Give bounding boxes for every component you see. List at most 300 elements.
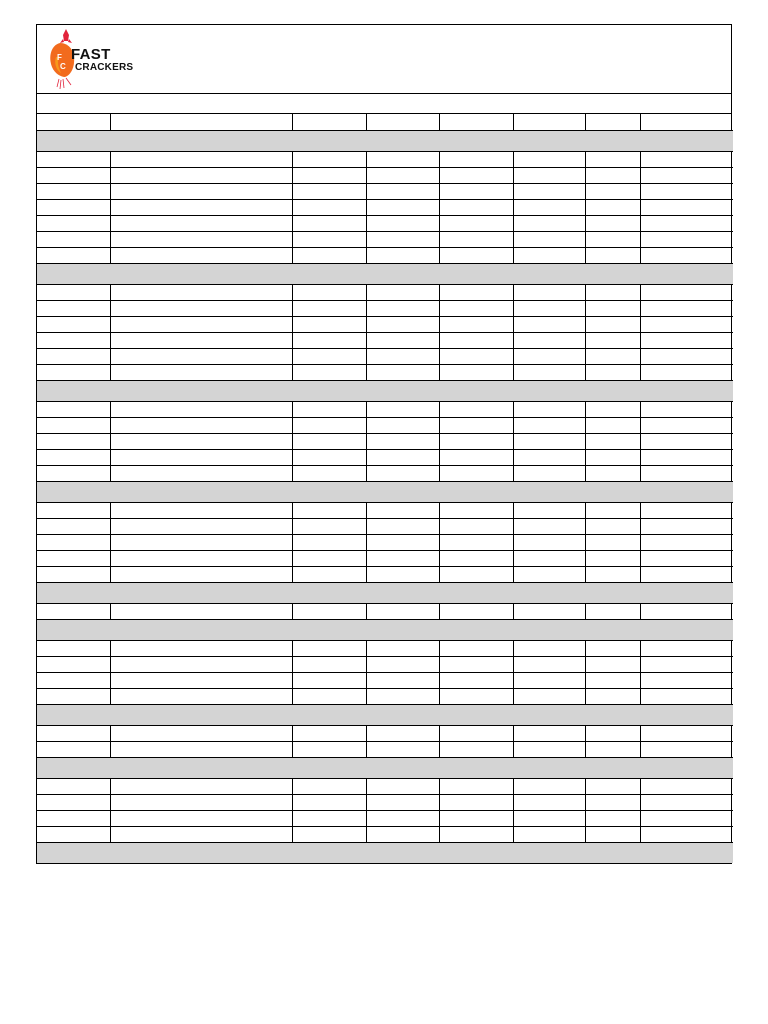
table-cell (439, 810, 513, 826)
table-cell (37, 603, 110, 619)
table-cell (585, 465, 640, 481)
category-label (37, 481, 733, 502)
table-cell (585, 672, 640, 688)
table-cell (37, 502, 110, 518)
table-cell (513, 465, 585, 481)
table-cell (640, 672, 733, 688)
table-cell (585, 316, 640, 332)
table-row (37, 534, 733, 550)
category-band-row (37, 704, 733, 725)
table-cell (513, 332, 585, 348)
table-cell (37, 656, 110, 672)
table-cell (366, 725, 439, 741)
table-cell (37, 794, 110, 810)
category-band-row (37, 619, 733, 640)
category-band-row (37, 263, 733, 284)
table-cell (292, 247, 366, 263)
table-cell (292, 672, 366, 688)
table-cell (37, 550, 110, 566)
table-cell (110, 151, 292, 167)
table-cell (640, 688, 733, 704)
table-row (37, 364, 733, 380)
table-cell (37, 332, 110, 348)
table-row (37, 151, 733, 167)
table-cell (585, 215, 640, 231)
table-cell (513, 401, 585, 417)
table-cell (37, 167, 110, 183)
table-cell (37, 518, 110, 534)
category-band-row (37, 757, 733, 778)
table-cell (439, 603, 513, 619)
table-cell (513, 826, 585, 842)
table-cell (110, 364, 292, 380)
table-cell (292, 167, 366, 183)
table-cell (366, 300, 439, 316)
table-cell (640, 741, 733, 757)
table-row (37, 401, 733, 417)
table-cell (439, 794, 513, 810)
table-cell (439, 300, 513, 316)
table-cell (513, 725, 585, 741)
category-label (37, 263, 733, 284)
table-cell (640, 183, 733, 199)
table-cell (439, 778, 513, 794)
table-cell (513, 247, 585, 263)
table-cell (640, 348, 733, 364)
table-cell (366, 794, 439, 810)
table-cell (585, 778, 640, 794)
table-cell (439, 401, 513, 417)
table-cell (292, 231, 366, 247)
column-header-cell (366, 114, 439, 130)
table-cell (366, 247, 439, 263)
table-row (37, 417, 733, 433)
table-cell (366, 348, 439, 364)
table-row (37, 741, 733, 757)
table-cell (439, 566, 513, 582)
table-cell (513, 518, 585, 534)
table-cell (37, 778, 110, 794)
table-cell (439, 672, 513, 688)
table-cell (513, 449, 585, 465)
table-cell (292, 725, 366, 741)
table-cell (366, 449, 439, 465)
table-row (37, 316, 733, 332)
table-cell (37, 401, 110, 417)
table-cell (110, 518, 292, 534)
table-cell (110, 401, 292, 417)
table-cell (292, 534, 366, 550)
table-cell (585, 284, 640, 300)
table-cell (585, 794, 640, 810)
table-cell (37, 534, 110, 550)
table-cell (110, 300, 292, 316)
table-cell (37, 672, 110, 688)
table-row (37, 215, 733, 231)
table-row (37, 810, 733, 826)
table-cell (585, 502, 640, 518)
table-cell (513, 688, 585, 704)
table-cell (439, 316, 513, 332)
category-band-row (37, 842, 733, 863)
table-cell (585, 534, 640, 550)
table-cell (366, 199, 439, 215)
table-cell (292, 741, 366, 757)
table-cell (439, 449, 513, 465)
table-cell (585, 725, 640, 741)
table-row (37, 284, 733, 300)
table-cell (513, 364, 585, 380)
table-cell (366, 502, 439, 518)
logo-text-fast: FAST (71, 46, 111, 63)
table-cell (439, 332, 513, 348)
table-cell (292, 640, 366, 656)
table-cell (37, 640, 110, 656)
table-cell (439, 688, 513, 704)
table-cell (585, 364, 640, 380)
blank-title-band (37, 94, 731, 114)
table-cell (292, 433, 366, 449)
table-cell (585, 247, 640, 263)
table-cell (292, 826, 366, 842)
category-label (37, 842, 733, 863)
table-row (37, 231, 733, 247)
table-cell (439, 826, 513, 842)
table-cell (640, 167, 733, 183)
table-cell (439, 417, 513, 433)
table-row (37, 656, 733, 672)
column-header-cell (585, 114, 640, 130)
table-cell (640, 810, 733, 826)
table-cell (37, 247, 110, 263)
table-cell (37, 348, 110, 364)
table-cell (439, 741, 513, 757)
table-cell (292, 417, 366, 433)
table-cell (110, 348, 292, 364)
table-cell (585, 826, 640, 842)
table-row (37, 725, 733, 741)
table-cell (292, 465, 366, 481)
table-cell (366, 778, 439, 794)
table-cell (37, 316, 110, 332)
table-cell (366, 688, 439, 704)
table-cell (110, 810, 292, 826)
table-cell (110, 640, 292, 656)
table-cell (110, 316, 292, 332)
table-cell (585, 550, 640, 566)
table-cell (292, 688, 366, 704)
table-cell (292, 794, 366, 810)
table-cell (110, 672, 292, 688)
table-cell (366, 534, 439, 550)
table-cell (640, 603, 733, 619)
table-cell (439, 199, 513, 215)
table-cell (292, 518, 366, 534)
table-cell (585, 300, 640, 316)
table-cell (439, 151, 513, 167)
table-cell (366, 364, 439, 380)
table-row (37, 502, 733, 518)
table-cell (640, 364, 733, 380)
table-cell (585, 151, 640, 167)
table-cell (366, 401, 439, 417)
table-cell (439, 433, 513, 449)
table-cell (513, 151, 585, 167)
table-row (37, 672, 733, 688)
column-header-cell (110, 114, 292, 130)
table-row (37, 332, 733, 348)
logo-text-crackers: CRACKERS (75, 62, 134, 73)
table-cell (110, 502, 292, 518)
table-cell (439, 725, 513, 741)
table-cell (366, 183, 439, 199)
table-cell (640, 534, 733, 550)
table-cell (366, 167, 439, 183)
category-label (37, 757, 733, 778)
table-cell (439, 550, 513, 566)
table-cell (439, 534, 513, 550)
price-list-sheet (36, 24, 732, 864)
table-cell (513, 603, 585, 619)
table-cell (292, 502, 366, 518)
category-band-row (37, 481, 733, 502)
sheet-header (37, 25, 731, 94)
table-cell (640, 550, 733, 566)
table-cell (37, 725, 110, 741)
table-cell (37, 810, 110, 826)
table-cell (439, 348, 513, 364)
table-cell (585, 348, 640, 364)
table-cell (292, 300, 366, 316)
logo-badge-c: C (60, 62, 66, 71)
table-cell (292, 284, 366, 300)
table-cell (439, 247, 513, 263)
table-cell (110, 433, 292, 449)
table-cell (640, 401, 733, 417)
table-cell (366, 656, 439, 672)
table-row (37, 348, 733, 364)
table-cell (37, 215, 110, 231)
table-cell (585, 449, 640, 465)
table-cell (366, 316, 439, 332)
table-cell (585, 401, 640, 417)
table-row (37, 247, 733, 263)
table-cell (366, 672, 439, 688)
category-label (37, 380, 733, 401)
table-cell (640, 332, 733, 348)
table-row (37, 826, 733, 842)
table-cell (439, 364, 513, 380)
table-row (37, 465, 733, 481)
table-cell (585, 417, 640, 433)
table-cell (292, 348, 366, 364)
table-cell (439, 502, 513, 518)
table-cell (439, 640, 513, 656)
table-cell (640, 449, 733, 465)
table-cell (37, 465, 110, 481)
table-cell (292, 151, 366, 167)
table-row (37, 449, 733, 465)
table-cell (292, 316, 366, 332)
table-cell (292, 215, 366, 231)
table-cell (110, 417, 292, 433)
table-cell (640, 465, 733, 481)
table-cell (37, 417, 110, 433)
table-row (37, 433, 733, 449)
table-cell (366, 231, 439, 247)
table-cell (366, 433, 439, 449)
table-cell (366, 566, 439, 582)
table-cell (292, 332, 366, 348)
table-cell (640, 199, 733, 215)
table-row (37, 183, 733, 199)
table-cell (110, 167, 292, 183)
table-cell (513, 656, 585, 672)
table-cell (37, 433, 110, 449)
table-row (37, 688, 733, 704)
table-cell (110, 215, 292, 231)
table-cell (110, 656, 292, 672)
table-cell (37, 826, 110, 842)
column-header-cell (37, 114, 110, 130)
table-cell (640, 300, 733, 316)
table-cell (585, 518, 640, 534)
table-row (37, 199, 733, 215)
table-cell (640, 826, 733, 842)
column-header-cell (640, 114, 733, 130)
column-header-row (37, 114, 733, 130)
table-cell (513, 566, 585, 582)
table-cell (513, 183, 585, 199)
table-cell (513, 810, 585, 826)
table-cell (513, 231, 585, 247)
table-cell (640, 433, 733, 449)
table-cell (513, 348, 585, 364)
table-cell (640, 725, 733, 741)
table-cell (37, 199, 110, 215)
table-cell (366, 284, 439, 300)
table-row (37, 518, 733, 534)
category-label (37, 130, 733, 151)
fast-crackers-logo (47, 27, 147, 91)
table-cell (110, 332, 292, 348)
table-cell (513, 300, 585, 316)
table-cell (439, 215, 513, 231)
table-cell (37, 741, 110, 757)
table-cell (366, 417, 439, 433)
table-cell (110, 566, 292, 582)
table-cell (110, 199, 292, 215)
table-cell (640, 316, 733, 332)
table-cell (110, 465, 292, 481)
table-cell (37, 364, 110, 380)
table-cell (640, 566, 733, 582)
table-cell (585, 231, 640, 247)
table-cell (513, 502, 585, 518)
table-row (37, 778, 733, 794)
table-cell (366, 151, 439, 167)
table-cell (37, 300, 110, 316)
table-cell (513, 284, 585, 300)
table-cell (292, 199, 366, 215)
table-cell (513, 534, 585, 550)
table-cell (292, 603, 366, 619)
table-cell (585, 332, 640, 348)
table-cell (585, 566, 640, 582)
table-cell (292, 656, 366, 672)
table-row (37, 640, 733, 656)
table-row (37, 794, 733, 810)
table-cell (513, 316, 585, 332)
table-cell (110, 603, 292, 619)
table-cell (513, 640, 585, 656)
category-label (37, 704, 733, 725)
table-cell (439, 231, 513, 247)
table-cell (292, 364, 366, 380)
table-cell (110, 284, 292, 300)
table-cell (640, 215, 733, 231)
table-cell (439, 656, 513, 672)
table-cell (439, 284, 513, 300)
table-row (37, 167, 733, 183)
category-label (37, 582, 733, 603)
category-label (37, 619, 733, 640)
table-cell (110, 741, 292, 757)
table-cell (366, 741, 439, 757)
table-cell (513, 417, 585, 433)
column-header-cell (439, 114, 513, 130)
table-cell (292, 183, 366, 199)
table-cell (110, 449, 292, 465)
table-cell (366, 518, 439, 534)
table-cell (585, 183, 640, 199)
table-cell (292, 449, 366, 465)
table-cell (292, 566, 366, 582)
table-cell (513, 778, 585, 794)
table-cell (366, 640, 439, 656)
table-cell (110, 794, 292, 810)
table-cell (110, 550, 292, 566)
table-cell (513, 215, 585, 231)
table-cell (513, 672, 585, 688)
logo-badge-f: F (57, 53, 62, 62)
table-cell (366, 465, 439, 481)
category-band-row (37, 582, 733, 603)
table-cell (640, 284, 733, 300)
table-row (37, 603, 733, 619)
table-cell (585, 741, 640, 757)
table-cell (37, 151, 110, 167)
table-cell (366, 603, 439, 619)
table-cell (366, 810, 439, 826)
table-cell (585, 656, 640, 672)
table-cell (37, 284, 110, 300)
table-cell (513, 433, 585, 449)
price-table (37, 114, 733, 863)
table-cell (439, 183, 513, 199)
category-band-row (37, 130, 733, 151)
table-cell (37, 566, 110, 582)
table-cell (110, 534, 292, 550)
table-cell (585, 640, 640, 656)
table-cell (439, 518, 513, 534)
table-cell (110, 688, 292, 704)
table-cell (110, 725, 292, 741)
table-cell (292, 778, 366, 794)
table-cell (439, 465, 513, 481)
table-cell (640, 247, 733, 263)
table-row (37, 300, 733, 316)
